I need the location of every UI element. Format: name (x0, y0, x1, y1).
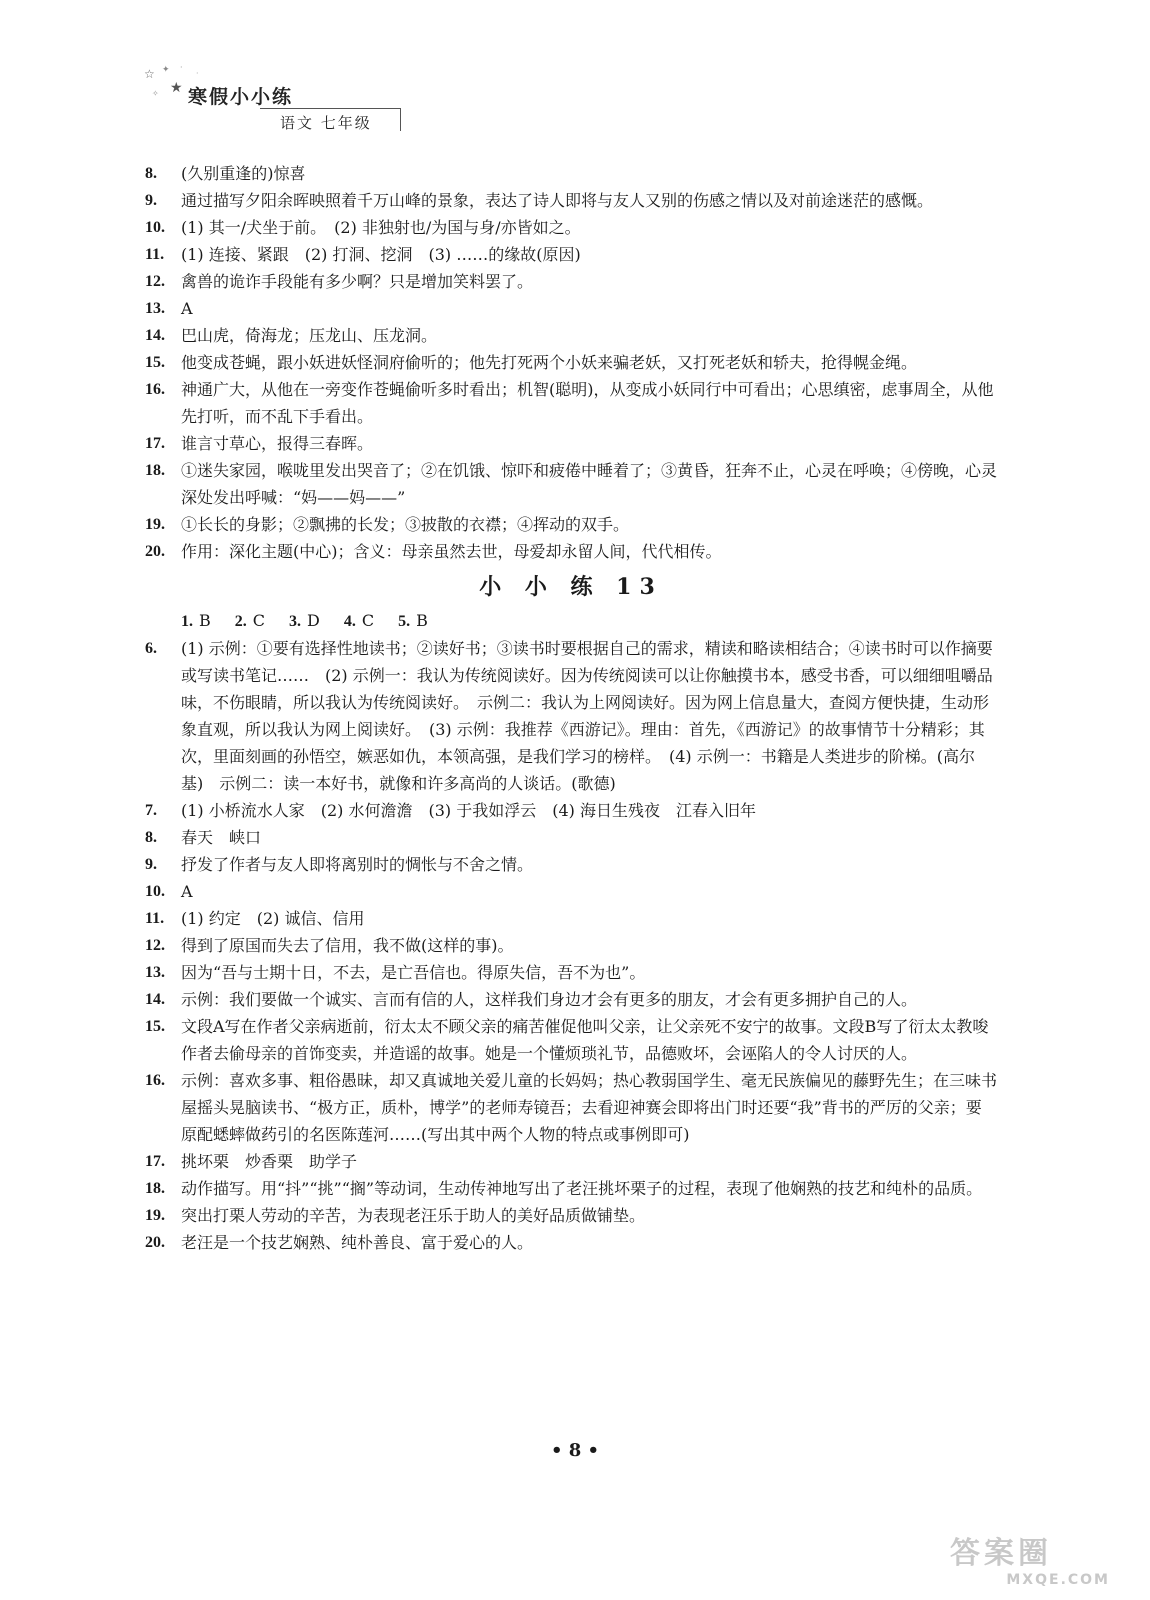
answer-text: 得到了原国而失去了信用，我不做(这样的事)。 (181, 936, 514, 955)
answer-text: 挑坏栗 炒香栗 助学子 (181, 1152, 358, 1171)
mc-answer (181, 607, 211, 635)
svg-text:✧: ✧ (152, 89, 159, 98)
answer-number: 18. (145, 1180, 165, 1197)
mc-answer (344, 607, 374, 635)
answer-item (145, 824, 997, 851)
answer-item (145, 1148, 997, 1175)
watermark-url: MXQE.COM (1006, 1572, 1110, 1588)
page-number: • 8 • (550, 1440, 600, 1461)
answer-text: 作用：深化主题(中心)；含义：母亲虽然去世，母爱却永留人间，代代相传。 (181, 542, 722, 561)
answer-number: 19. (145, 516, 165, 533)
mc-number: 3. (289, 613, 302, 630)
mc-letter: D (307, 611, 320, 630)
answer-text: ①长长的身影；②飘拂的长发；③披散的衣襟；④挥动的双手。 (181, 515, 630, 534)
answer-text: A (181, 882, 193, 901)
answer-item (145, 295, 997, 322)
answer-number: 11. (145, 910, 165, 927)
answer-text: A (181, 299, 193, 318)
answer-item (145, 635, 997, 797)
answer-number: 12. (145, 273, 165, 290)
svg-text:☆: ☆ (144, 67, 155, 81)
mc-letter: C (252, 611, 266, 630)
answer-number: 18. (145, 462, 165, 479)
answer-text: 因为“吾与士期十日，不去，是亡吾信也。得原失信，吾不为也”。 (181, 963, 646, 982)
answer-number: 9. (145, 192, 157, 209)
answer-number: 10. (145, 883, 165, 900)
answer-text: 示例：喜欢多事、粗俗愚昧，却又真诚地关爱儿童的长妈妈；热心教弱国学生、毫无民族偏见的藤野先生；在三味书屋摇头晃脑读书、“极方正，质朴，博学”的老师寿镜吾；去看迎神赛会即将出门时还要“我”背书的严厉的父亲；要原配蟋蟀做药引的名医陈莲河……(写出其中两个人物的特点或事例即可) (181, 1071, 998, 1144)
answer-text: 巴山虎，倚海龙；压龙山、压龙洞。 (181, 326, 438, 345)
answer-number: 8. (145, 165, 157, 182)
multiple-choice-row (145, 607, 997, 635)
answer-text: 他变成苍蝇，跟小妖进妖怪洞府偷听的；他先打死两个小妖来骗老妖，又打死老妖和轿夫，抢得幌金绳。 (181, 353, 918, 372)
mc-number: 5. (398, 613, 411, 630)
mc-number: 1. (181, 613, 193, 630)
answer-number: 13. (145, 300, 165, 317)
answer-text: 通过描写夕阳余晖映照着千万山峰的景象，表达了诗人即将与友人又别的伤感之情以及对前途迷茫的感慨。 (181, 191, 934, 210)
answer-text: (1) 示例：①要有选择性地读书；②读好书；③读书时要根据自己的需求，精读和略读相结合；④读书时可以作摘要或写读书笔记…… (2) 示例一：我认为传统阅读好。因为传统阅读可以让你触摸书本，感受书香，可以细细咀嚼品味，不伤眼睛，所以我认为传统阅读好。 示例二：我认为上网阅读好。因为网上信息量大，查阅方便快捷，生动形象直观，所以我认为网上阅读好。 (3) 示例：我推荐《西游记》。理由：首先，《西游记》的故事情节十分精彩；其次，里面刻画的孙悟空，嫉恶如仇，本领高强，是我们学习的榜样。 (4) 示例一：书籍是人类进步的阶梯。(高尔基) 示例二：读一本好书，就像和许多高尚的人谈话。(歌德) (181, 639, 993, 793)
answer-item (145, 376, 997, 430)
answer-number: 12. (145, 937, 165, 954)
answer-number: 10. (145, 219, 165, 236)
answer-number: 20. (145, 543, 165, 560)
watermark-text: 答案圈 (950, 1536, 1052, 1571)
answer-item (145, 187, 997, 214)
svg-text:·: · (196, 69, 199, 78)
answer-item (145, 959, 997, 986)
mc-number: 2. (234, 613, 247, 630)
answer-number: 11. (145, 246, 165, 263)
section-title: 小 小 练 13 (479, 574, 663, 600)
answer-number: 8. (145, 829, 157, 846)
answer-number: 17. (145, 435, 165, 452)
answer-item (145, 851, 997, 878)
answer-item (145, 797, 997, 824)
answer-text: (1) 小桥流水人家 (2) 水何澹澹 (3) 于我如浮云 (4) 海日生残夜 江春入旧年 (181, 801, 757, 820)
answer-number: 15. (145, 354, 165, 371)
answer-item (145, 1229, 997, 1256)
answer-item (145, 349, 997, 376)
answer-number: 17. (145, 1153, 165, 1170)
answer-text: 文段A写在作者父亲病逝前，衍太太不顾父亲的痛苦催促他叫父亲，让父亲死不安宁的故事。文段B写了衍太太教唆作者去偷母亲的首饰变卖，并造谣的故事。她是一个懂烦琐礼节，品德败坏，会诬陷人的令人讨厌的人。 (181, 1017, 989, 1063)
answer-item (145, 322, 997, 349)
answer-number: 9. (145, 856, 157, 873)
answer-item (145, 932, 997, 959)
answer-item (145, 430, 997, 457)
answer-number: 16. (145, 381, 165, 398)
answer-item (145, 1202, 997, 1229)
answer-text: (1) 连接、紧跟 (2) 打洞、挖洞 (3) ……的缘故(原因) (181, 245, 581, 264)
answer-item (145, 241, 997, 268)
answer-text: 谁言寸草心，报得三春晖。 (181, 434, 374, 453)
answer-number: 13. (145, 964, 165, 981)
brand-title: 寒假小小练 (188, 86, 294, 108)
answer-text: 老汪是一个技艺娴熟、纯朴善良、富于爱心的人。 (181, 1233, 534, 1252)
answer-item (145, 160, 997, 187)
mc-letter: B (416, 611, 428, 630)
answer-text: (1) 约定 (2) 诚信、信用 (181, 909, 365, 928)
answer-item (145, 268, 997, 295)
answer-item (145, 457, 997, 511)
answer-item (145, 214, 997, 241)
subject-grade: 语文 七年级 (280, 114, 372, 132)
answer-text: ①迷失家园，喉咙里发出哭音了；②在饥饿、惊吓和疲倦中睡着了；③黄昏，狂奔不止，心灵在呼唤；④傍晚，心灵深处发出呼喊：“妈——妈——” (181, 461, 998, 507)
answer-item (145, 538, 997, 565)
answer-item (145, 1067, 997, 1148)
answer-text: 神通广大，从他在一旁变作苍蝇偷听多时看出；机智(聪明)，从变成小妖同行中可看出；心思缜密，虑事周全，从他先打听，而不乱下手看出。 (181, 380, 994, 426)
page-header (140, 62, 400, 140)
answer-text: 动作描写。用“抖”“挑”“搁”等动词，生动传神地写出了老汪挑坏栗子的过程，表现了他娴熟的技艺和纯朴的品质。 (181, 1179, 983, 1198)
answer-number: 20. (145, 1234, 165, 1251)
multiple-choice-answers (181, 607, 997, 635)
answer-text: 抒发了作者与友人即将离别时的惆怅与不舍之情。 (181, 855, 534, 874)
answer-text: 禽兽的诡诈手段能有多少啊？只是增加笑料罢了。 (181, 272, 534, 291)
answer-number: 16. (145, 1072, 165, 1089)
answer-list-b (145, 635, 997, 1256)
svg-text:★: ★ (170, 80, 183, 96)
answer-text: (1) 其一/犬坐于前。 (2) 非独射也/为国与身/亦皆如之。 (181, 218, 581, 237)
mc-letter: C (361, 611, 375, 630)
mc-answer (235, 607, 265, 635)
answer-text: 春天 峡口 (181, 828, 262, 847)
answer-number: 6. (145, 640, 157, 657)
answer-content (145, 160, 997, 1256)
mc-number: 4. (343, 613, 356, 630)
answer-text: (久别重逢的)惊喜 (181, 164, 306, 183)
svg-text:✦: ✦ (162, 65, 170, 75)
watermark-logo (950, 1528, 1110, 1592)
answer-text: 突出打栗人劳动的辛苦，为表现老汪乐于助人的美好品质做铺垫。 (181, 1206, 646, 1225)
answer-text: 示例：我们要做一个诚实、言而有信的人，这样我们身边才会有更多的朋友，才会有更多拥护自己的人。 (181, 990, 918, 1009)
answer-item (145, 905, 997, 932)
answer-item (145, 1013, 997, 1067)
answer-item (145, 878, 997, 905)
answer-list-a (145, 160, 997, 565)
answer-number: 7. (145, 802, 157, 819)
answer-number: 14. (145, 991, 165, 1008)
answer-number: 15. (145, 1018, 165, 1035)
svg-text:·: · (180, 63, 183, 72)
answer-item (145, 986, 997, 1013)
answer-number: 19. (145, 1207, 165, 1224)
mc-letter: B (199, 611, 211, 630)
answer-item (145, 1175, 997, 1202)
answer-item (145, 511, 997, 538)
mc-answer (289, 607, 320, 635)
mc-answer (398, 607, 428, 635)
answer-number: 14. (145, 327, 165, 344)
